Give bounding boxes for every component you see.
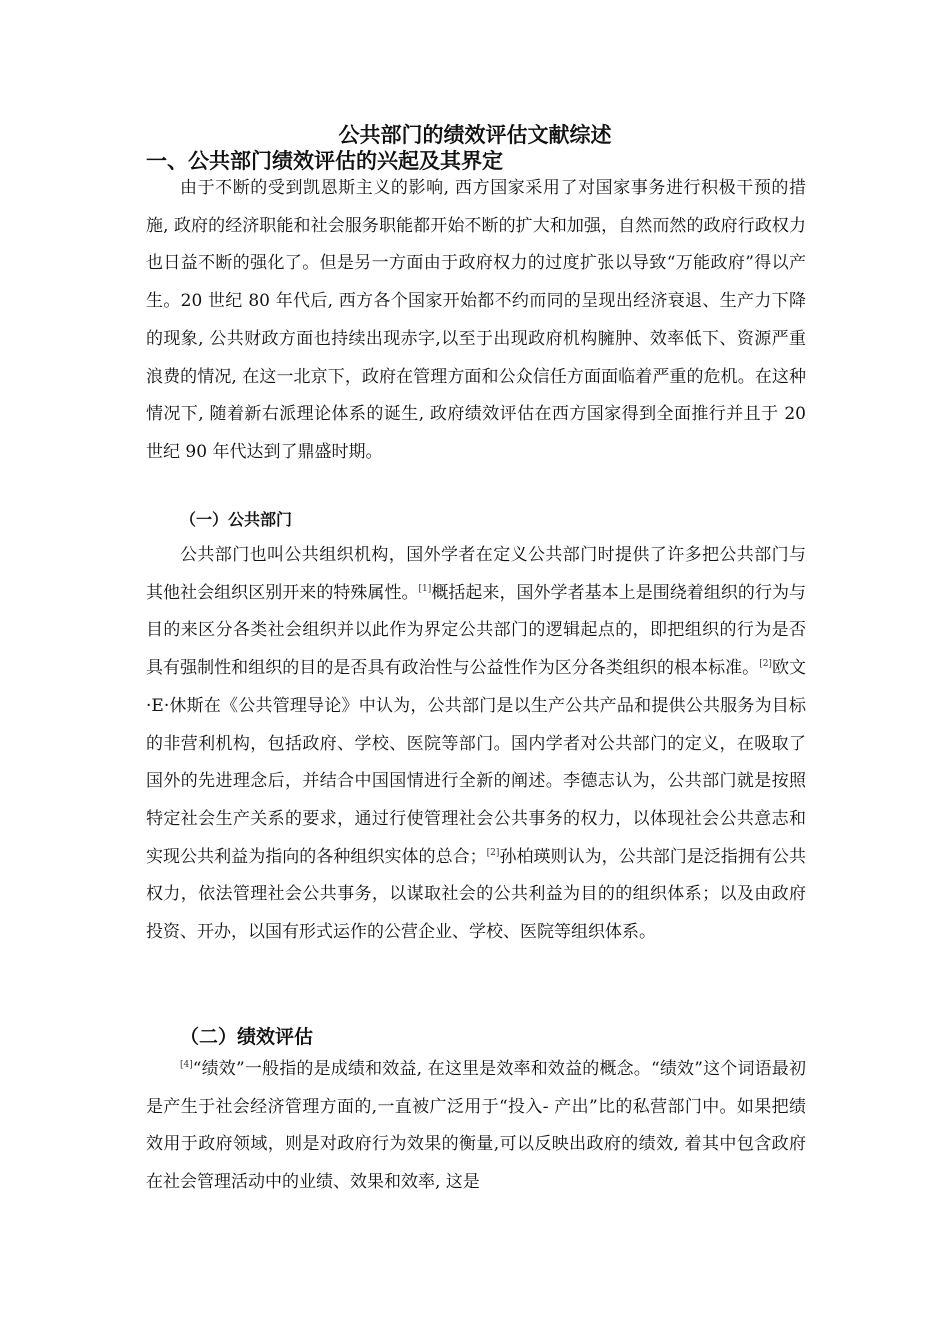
paragraph-performance-definition (146, 1051, 806, 1202)
citation-marker: [2] (486, 847, 500, 858)
citation-marker: [1] (418, 583, 432, 594)
subheading-public-sector: （一）公共部门 (180, 510, 293, 529)
citation-marker: [4] (180, 1060, 193, 1070)
paragraph-public-sector-definition (146, 537, 806, 952)
paragraph-text-segment: 公共部门也叫公共组织机构，国外学者在定义公共部门时提供了许多把公共部门与其他社会组织区别开来的特殊属性。 (146, 545, 806, 603)
subheading-performance-evaluation: （二）绩效评估 (180, 1026, 314, 1048)
paragraph-text-segment: “绩效”一般指的是成绩和效益, 在这里是效率和效益的概念。“绩效”这个词语最初是产生于社会经济管理方面的,一直被广泛用于“投入- 产出”比的私营部门中。如果把绩效用于政府领域，则是对政府行为效果的衡量,可以反映出政府的绩效, 着其中包含政府在社会管理活动中的业绩、效果和效率, 这是 (146, 1059, 806, 1193)
citation-marker: [2] (759, 659, 772, 670)
section-heading-1: 一、公共部门绩效评估的兴起及其界定 (146, 149, 503, 173)
paragraph-text-segment: 欧文·E·休斯在《公共管理导论》中认为，公共部门是以生产公共产品和提供公共服务为目标的非营利机构，包括政府、学校、医院等部门。国内学者对公共部门的定义，在吸取了国外的先进理念后，并结合中国国情进行全新的阐述。李德志认为，公共部门就是按照特定社会生产关系的要求，通过行使管理社会公共事务的权力，以体现社会公共意志和实现公共利益为指向的各种组织实体的总合； (146, 658, 807, 867)
paragraph-text-segment: 概括起来，国外学者基本上是围绕着组织的行为与目的来区分各类社会组织并以此作为界定公共部门的逻辑起点的，即把组织的行为是否具有强制性和组织的目的是否具有政治性与公益性作为区分各类组织的根本标准。 (146, 582, 807, 679)
paragraph-text-segment: 孙柏瑛则认为，公共部门是泛指拥有公共权力，依法管理社会公共事务，以谋取社会的公共利益为目的的组织体系；以及由政府投资、开办，以国有形式运作的公营企业、学校、医院等组织体系。 (146, 846, 807, 943)
paragraph-rise-of-evaluation: 由于不断的受到凯恩斯主义的影响, 西方国家采用了对国家事务进行积极干预的措施, 政府的经济职能和社会服务职能都开始不断的扩大和加强，自然而然的政府行政权力也日益不断的强化了。但是另一方面由于政府权力的过度扩张以导致“万能政府”得以产生。20 世纪 80 年代后, 西方各个国家开始都不约而同的呈现出经济衰退、生产力下降的现象, 公共财政方面也持续出现赤字,以至于出现政府机构臃肿、效率低下、资源严重浪费的情况, 在这一北京下，政府在管理方面和公众信任方面面临着严重的危机。在这种情况下, 随着新右派理论体系的诞生, 政府绩效评估在西方国家得到全面推行并且于 20 世纪 90 年代达到了鼎盛时期。 (146, 178, 806, 462)
document-title: 公共部门的绩效评估文献综述 (338, 123, 612, 147)
